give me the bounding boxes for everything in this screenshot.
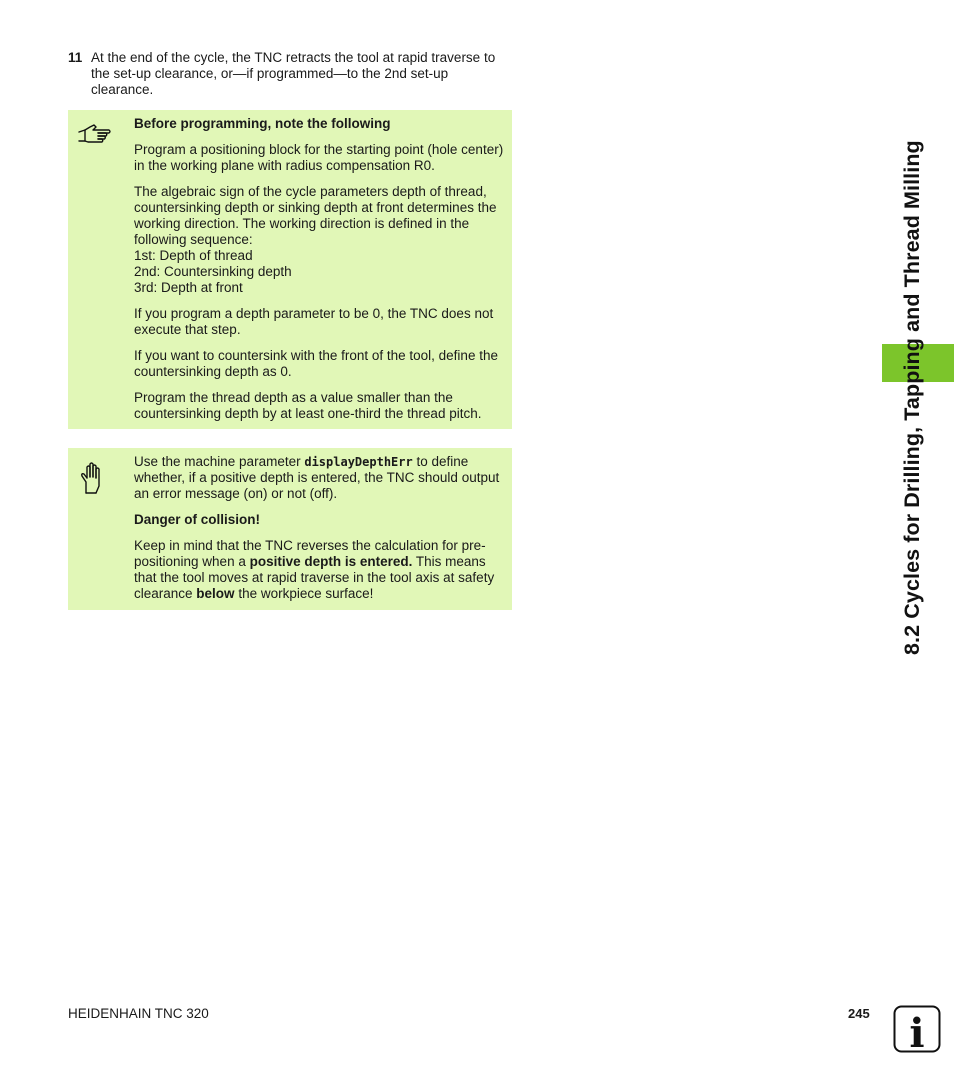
step-number: 11: [68, 50, 83, 65]
bold-span: positive depth is entered.: [249, 554, 413, 569]
bold-span: below: [196, 586, 235, 601]
page-number: 245: [848, 1006, 870, 1021]
sequence-item-2: 2nd: Countersinking depth: [134, 264, 292, 279]
note-paragraph: If you want to countersink with the front of the tool, define the countersinking depth as 0.: [134, 348, 498, 379]
step-text: At the end of the cycle, the TNC retracts the tool at rapid traverse to the set-up clearance, or—if programmed—to the 2nd set-up clearance.: [91, 50, 496, 97]
text-span: This means that the tool moves at rapid traverse in the tool axis at safety clearance: [134, 554, 495, 601]
note-paragraph: Program a positioning block for the starting point (hole center) in the working plane with radius compensation R0.: [134, 142, 504, 173]
pointing-hand-icon: [76, 118, 112, 154]
text-span: Use the machine parameter: [134, 454, 305, 469]
raised-hand-icon: [76, 460, 112, 496]
sequence-item-1: 1st: Depth of thread: [134, 248, 253, 263]
note-paragraph: Program the thread depth as a value smaller than the countersinking depth by at least one-third the thread pitch.: [134, 390, 482, 421]
info-icon: [893, 1005, 941, 1053]
machine-parameter-paragraph: [134, 454, 504, 502]
note-paragraph: If you program a depth parameter to be 0, the TNC does not execute that step.: [134, 306, 494, 337]
collision-heading: Danger of collision!: [134, 512, 261, 527]
text-span: Keep in mind that the TNC reverses the calculation for pre-positioning when a: [134, 538, 486, 569]
text-span: to define whether, if a positive depth is entered, the TNC should output an error message (on) or not (off).: [134, 454, 500, 501]
chapter-side-title: 8.2 Cycles for Drilling, Tapping and Thread Milling: [900, 140, 924, 655]
text-span: the workpiece surface!: [234, 586, 374, 601]
footer-product: HEIDENHAIN TNC 320: [68, 1006, 209, 1021]
collision-paragraph: [134, 538, 504, 602]
collision-warning-note: [68, 448, 512, 610]
sequence-item-3: 3rd: Depth at front: [134, 280, 243, 295]
collision-warning-body: [134, 454, 504, 612]
note-paragraph-sequence: [134, 184, 504, 296]
step-11: [68, 50, 513, 98]
sequence-intro: The algebraic sign of the cycle parameters depth of thread, countersinking depth or sinking depth at front determines the working direction. The working direction is defined in the following sequence:: [134, 184, 497, 247]
note-heading: Before programming, note the following: [134, 116, 391, 131]
programming-note: [68, 110, 512, 429]
info-glyph: i: [909, 1010, 925, 1053]
machine-parameter-name: displayDepthErr: [304, 455, 413, 469]
programming-note-body: [134, 116, 504, 432]
